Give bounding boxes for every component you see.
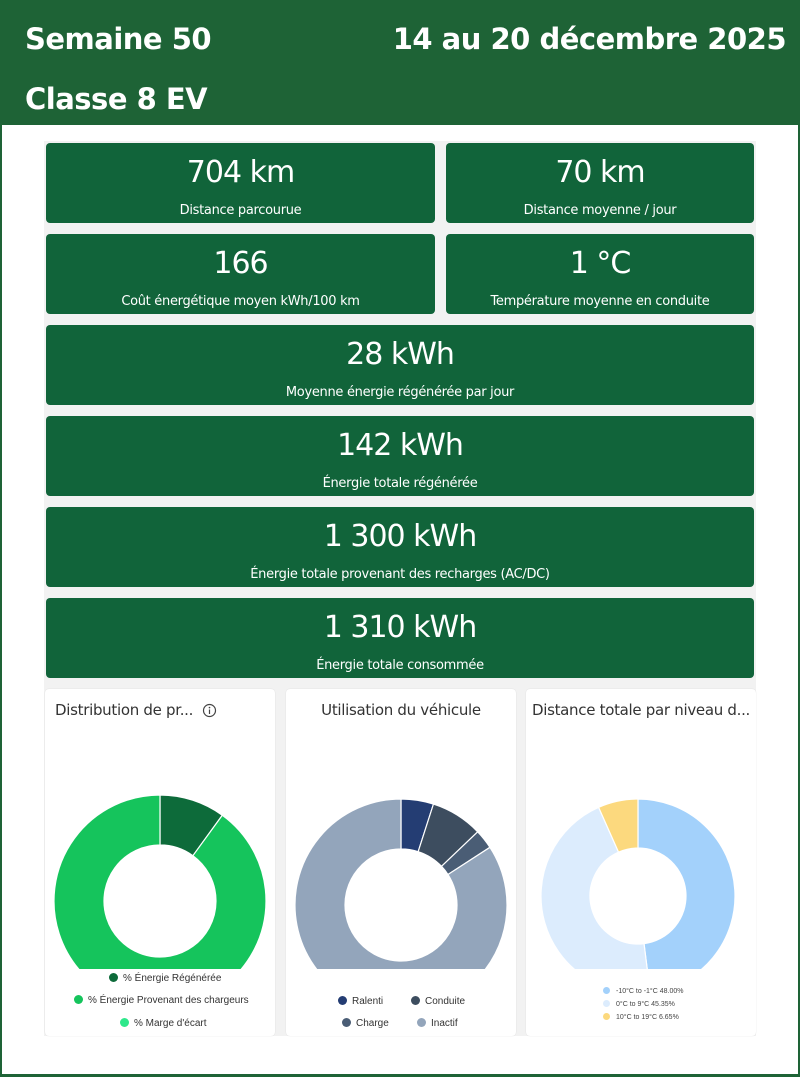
- legend-label: Inactif: [431, 1018, 458, 1029]
- chart-distance-by-temperature: [526, 689, 756, 1036]
- legend-label: Charge: [356, 1018, 389, 1029]
- legend-label: 10°C to 19°C 6.65%: [616, 1014, 679, 1021]
- chart-title: Utilisation du véhicule: [321, 701, 481, 719]
- legend-item-chargers: [74, 995, 249, 1006]
- kpi-value: 1 300 kWh: [323, 519, 477, 554]
- legend-item-inactive: [417, 1018, 458, 1029]
- data-label-3: 3%: [457, 800, 471, 810]
- dashboard-panel: [2, 125, 798, 1074]
- kpi-card-distance: [46, 143, 435, 223]
- legend-dot: [342, 1018, 351, 1027]
- legend-label: % Énergie Régénérée: [123, 973, 222, 984]
- donut-slice-2: [54, 795, 266, 969]
- donut-chart: [526, 689, 756, 969]
- kpi-card-temperature: [446, 234, 754, 314]
- kpi-label: Température moyenne en conduite: [490, 294, 710, 309]
- kpi-label: Énergie totale provenant des recharges (AC/DC): [250, 567, 550, 582]
- kpi-card-total-charging: [46, 507, 754, 587]
- data-label-1: 5%: [404, 773, 418, 783]
- chart-vehicle-usage: [286, 689, 516, 1036]
- kpi-label: Distance moyenne / jour: [523, 203, 677, 218]
- legend-item-regen: [109, 973, 221, 984]
- legend-item-cool: [603, 1000, 675, 1008]
- legend-dot: [411, 996, 420, 1005]
- legend-label: 0°C to 9°C 45.35%: [616, 1001, 675, 1008]
- legend-label: % Énergie Provenant des chargeurs: [88, 995, 249, 1006]
- legend-dot: [603, 987, 610, 994]
- kpi-value: 166: [213, 246, 268, 281]
- vehicle-class: Classe 8 EV: [25, 82, 208, 116]
- legend-item-cold: [603, 987, 683, 995]
- kpi-label: Coût énergétique moyen kWh/100 km: [121, 294, 360, 309]
- data-label-2: 8%: [435, 784, 449, 794]
- data-label-2: 90%: [114, 920, 134, 930]
- legend-item-idle: [338, 996, 383, 1007]
- legend-dot: [338, 996, 347, 1005]
- kpi-value: 1 310 kWh: [323, 610, 477, 645]
- kpi-card-total-consumed: [46, 598, 754, 678]
- legend-dot: [74, 995, 83, 1004]
- donut-slice-1: [638, 799, 735, 969]
- legend-label: -10°C to -1°C 48.00%: [616, 988, 684, 995]
- kpi-label: Distance parcourue: [179, 203, 302, 218]
- kpi-value: 142 kWh: [337, 428, 463, 463]
- legend-dot: [120, 1018, 129, 1027]
- data-label-1: 10%: [161, 765, 181, 775]
- legend-label: % Marge d'écart: [134, 1018, 207, 1029]
- legend-dot: [603, 1000, 610, 1007]
- kpi-value: 1 °C: [569, 246, 631, 281]
- donut-chart: [45, 689, 275, 969]
- legend-dot: [603, 1013, 610, 1020]
- report-header: [0, 0, 800, 125]
- data-label-4: 85%: [354, 927, 374, 937]
- legend-dot: [417, 1018, 426, 1027]
- kpi-label: Énergie totale régénérée: [322, 476, 478, 491]
- kpi-label: Énergie totale consommée: [316, 658, 484, 673]
- data-label-3: 0%: [144, 762, 158, 772]
- legend-item-driving: [411, 996, 465, 1007]
- legend-label: Conduite: [425, 996, 466, 1007]
- chart-energy-distribution: [45, 689, 275, 1036]
- kpi-value: 70 km: [555, 155, 645, 190]
- kpi-card-energy-cost: [46, 234, 435, 314]
- donut-chart: [286, 689, 516, 969]
- kpi-card-avg-distance: [446, 143, 754, 223]
- kpi-label: Moyenne énergie régénérée par jour: [285, 385, 515, 400]
- kpi-card-avg-regen: [46, 325, 754, 405]
- chart-title: Distribution de pr...: [55, 701, 194, 719]
- dashboard-grid: [44, 141, 756, 1036]
- donut-slice-4: [295, 799, 507, 969]
- legend-label: Ralenti: [352, 996, 384, 1007]
- week-label: Semaine 50: [25, 22, 212, 56]
- legend-item-charge: [342, 1018, 389, 1029]
- chart-title: Distance totale par niveau d...: [531, 701, 751, 719]
- date-range: 14 au 20 décembre 2025: [392, 22, 786, 56]
- kpi-value: 28 kWh: [346, 337, 454, 372]
- kpi-value: 704 km: [186, 155, 295, 190]
- legend-dot: [109, 973, 118, 982]
- kpi-card-total-regen: [46, 416, 754, 496]
- legend-item-margin: [120, 1018, 207, 1029]
- legend-item-mild: [603, 1013, 679, 1021]
